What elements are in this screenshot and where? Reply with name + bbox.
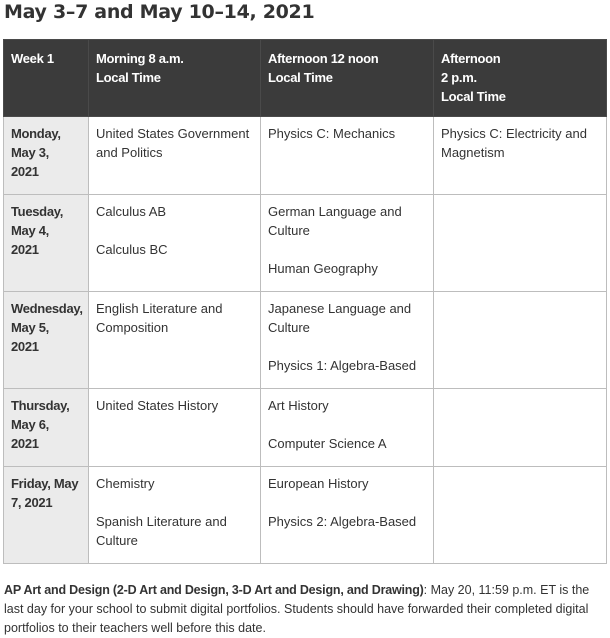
exam-name: Art History [268, 398, 329, 413]
morning-cell [89, 389, 261, 467]
header-noon-line: Afternoon 12 noon [268, 51, 379, 66]
day-line: Tuesday, [11, 204, 64, 219]
noon-cell [261, 467, 434, 564]
exam-name: Physics 1: Algebra-Based [268, 358, 417, 373]
day-line: Monday, [11, 126, 61, 141]
morning-cell [89, 292, 261, 389]
day-line: May 5, [11, 320, 49, 335]
page-title: May 3–7 and May 10–14, 2021 [4, 1, 315, 23]
header-afternoon-line: Local Time [441, 89, 506, 104]
noon-cell [261, 292, 434, 389]
table-row [4, 117, 607, 195]
exam-name: Physics 2: Algebra-Based [268, 514, 417, 529]
table-row [4, 195, 607, 292]
day-cell [4, 195, 89, 292]
morning-cell [89, 195, 261, 292]
table-row [4, 467, 607, 564]
day-cell [4, 389, 89, 467]
day-line: 2021 [11, 339, 39, 354]
header-noon [261, 40, 434, 117]
day-line: 2021 [11, 436, 39, 451]
exam-name: German Language and Culture [268, 204, 402, 238]
day-line: May 6, [11, 417, 49, 432]
header-morning-line: Local Time [96, 70, 161, 85]
exam-name: European History [268, 476, 369, 491]
day-line: Thursday, [11, 398, 70, 413]
header-afternoon-line: Afternoon [441, 51, 501, 66]
day-cell [4, 292, 89, 389]
table-row [4, 292, 607, 389]
exam-name: United States Government and Politics [96, 126, 250, 160]
exam-name: United States History [96, 398, 219, 413]
morning-cell [89, 467, 261, 564]
day-line: May 4, [11, 223, 49, 238]
day-line: Friday, May [11, 476, 79, 491]
header-morning-line: Morning 8 a.m. [96, 51, 184, 66]
afternoon-cell [434, 389, 607, 467]
noon-cell [261, 195, 434, 292]
afternoon-cell [434, 195, 607, 292]
header-afternoon-line: 2 p.m. [441, 70, 477, 85]
exam-name: Spanish Literature and Culture [96, 514, 227, 548]
day-cell [4, 117, 89, 195]
day-line: May 3, [11, 145, 49, 160]
afternoon-cell [434, 292, 607, 389]
afternoon-cell [434, 117, 607, 195]
exam-schedule-table [3, 39, 607, 564]
exam-name: Chemistry [96, 476, 155, 491]
table-row [4, 389, 607, 467]
day-line: 7, 2021 [11, 495, 53, 510]
noon-cell [261, 389, 434, 467]
exam-name: Physics C: Mechanics [268, 126, 396, 141]
morning-cell [89, 117, 261, 195]
afternoon-cell [434, 467, 607, 564]
header-week [4, 40, 89, 117]
note-text: : May 20, 11:59 p.m. ET is the last day for your school to submit digital portfolios. Students should have forwarded their completed digital portfolios to their teachers well before this date. [4, 583, 590, 635]
day-cell [4, 467, 89, 564]
note-bold-text: AP Art and Design (2-D Art and Design, 3-D Art and Design, and Drawing) [4, 583, 424, 597]
exam-name: Calculus BC [96, 242, 168, 257]
art-design-note [4, 581, 604, 638]
exam-name: Calculus AB [96, 204, 167, 219]
header-week-line: Week 1 [11, 51, 54, 66]
exam-name: English Literature and Composition [96, 301, 223, 335]
exam-name: Human Geography [268, 261, 378, 276]
header-morning [89, 40, 261, 117]
exam-name: Computer Science A [268, 436, 387, 451]
noon-cell [261, 117, 434, 195]
day-line: Wednesday, [11, 301, 83, 316]
header-afternoon [434, 40, 607, 117]
header-noon-line: Local Time [268, 70, 333, 85]
exam-name: Physics C: Electricity and Magnetism [441, 126, 587, 160]
day-line: 2021 [11, 164, 39, 179]
day-line: 2021 [11, 242, 39, 257]
exam-name: Japanese Language and Culture [268, 301, 412, 335]
table-header-row [4, 40, 607, 117]
